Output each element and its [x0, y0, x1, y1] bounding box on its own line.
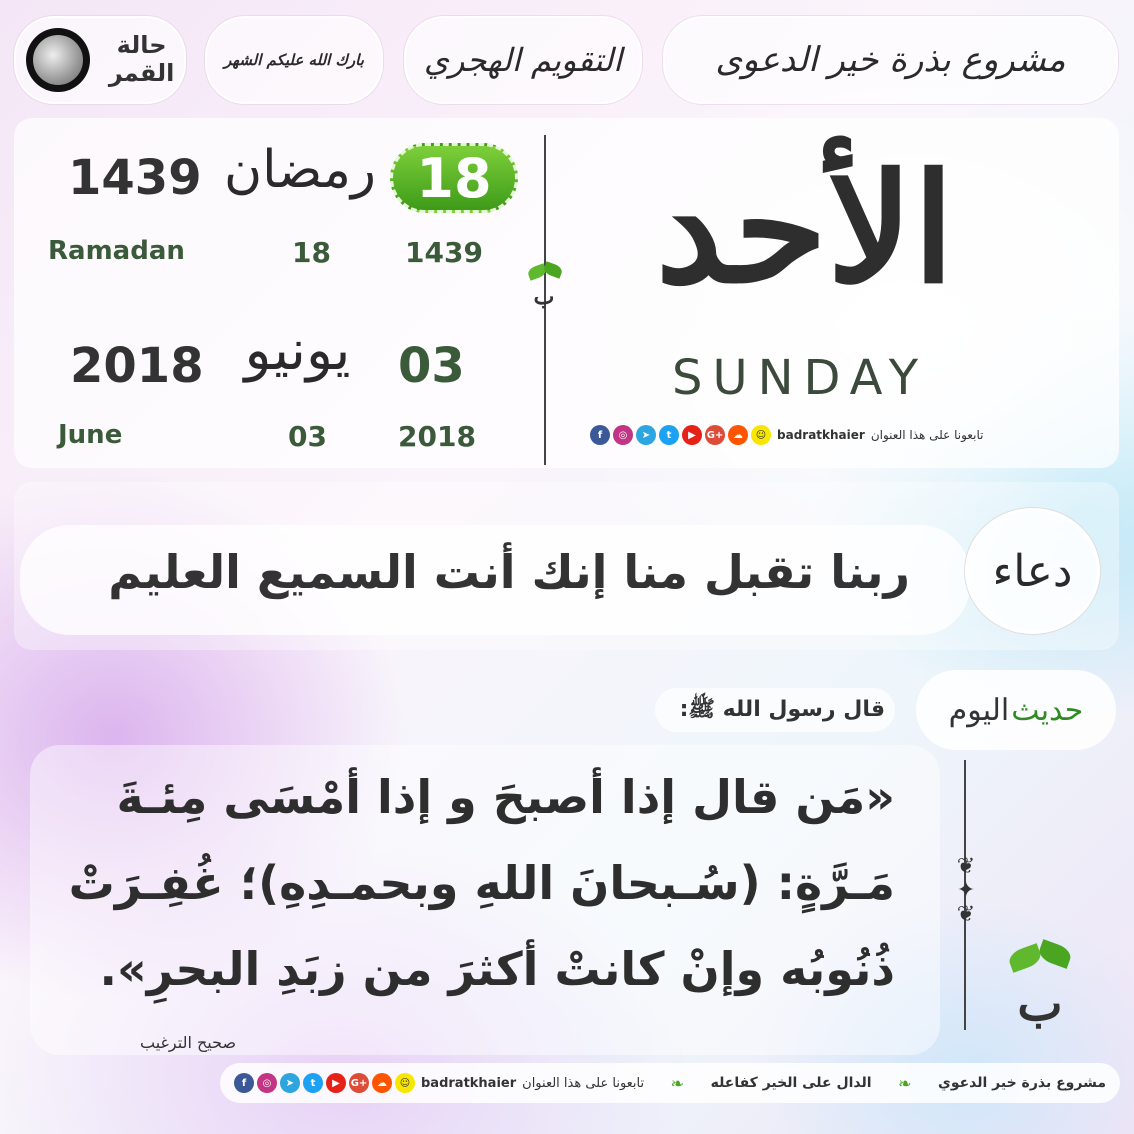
day-name-english: SUNDAY [671, 350, 929, 406]
day-name-arabic: الأحد [655, 141, 955, 317]
project-title-banner [663, 16, 1118, 104]
soundcloud-icon[interactable]: ☁ [372, 1073, 392, 1093]
ornament-icon: ❦ ✦ ❦ [956, 854, 976, 927]
greg-day: 03 [398, 338, 465, 394]
social-icons-footer [234, 1073, 415, 1093]
seed-logo-large: ب [1000, 940, 1080, 1060]
blessing-banner [205, 16, 383, 104]
social-icons-top [590, 425, 771, 445]
hadith-label-2: اليوم [948, 692, 1010, 728]
follow-text: تابعونا على هذا العنوان [870, 428, 984, 442]
footer-project: مشروع بذرة خير الدعوي [937, 1075, 1106, 1091]
hadith-line-2: مَـرَّةٍ: (سُـبحانَ اللهِ وبحمـدِهِ)؛ غُفِـرَتْ [68, 856, 895, 910]
hijri-year-small: 1439 [405, 236, 483, 269]
greg-year-small: 2018 [398, 420, 476, 453]
telegram-icon[interactable]: ➤ [636, 425, 656, 445]
footer-motto: الدال على الخير كفاعله [710, 1075, 872, 1091]
youtube-icon[interactable]: ▶ [326, 1073, 346, 1093]
hadith-line-1: «مَن قال إذا أصبحَ و إذا أمْسَى مِئـةَ [116, 770, 895, 824]
googleplus-icon[interactable]: G+ [705, 425, 725, 445]
hijri-day-small: 18 [292, 236, 331, 269]
hadith-label-badge [916, 670, 1116, 750]
telegram-icon[interactable]: ➤ [280, 1073, 300, 1093]
greg-month-en: June [58, 420, 123, 450]
youtube-icon[interactable]: ▶ [682, 425, 702, 445]
hijri-month-en: Ramadan [48, 236, 185, 266]
dua-label: دعاء [992, 545, 1073, 597]
twitter-icon[interactable]: t [303, 1073, 323, 1093]
hijri-month-arabic: رمضان [223, 140, 377, 200]
leaf-icon: ❧ [898, 1073, 912, 1093]
hadith-line-3: ذُنُوبُه وإنْ كانتْ أكثرَ من زبَدِ البحرِ». [99, 942, 895, 996]
footer-follow: تابعونا على هذا العنوان [522, 1075, 645, 1091]
calendar-title-banner [404, 16, 642, 104]
footer-bar [220, 1063, 1120, 1103]
dua-text: ربنا تقبل منا إنك أنت السميع العليم [108, 545, 910, 599]
facebook-icon[interactable]: f [590, 425, 610, 445]
calendar-title: التقويم الهجري [423, 41, 623, 79]
footer-handle[interactable]: badratkhaier [421, 1075, 517, 1091]
facebook-icon[interactable]: f [234, 1073, 254, 1093]
follow-handle[interactable]: badratkhaier [777, 428, 865, 442]
instagram-icon[interactable]: ◎ [613, 425, 633, 445]
snapchat-icon[interactable]: ☺ [395, 1073, 415, 1093]
hadith-label-1: حديث [1011, 692, 1084, 728]
seed-logo-small: ب [522, 262, 566, 342]
leaf-icon: ❧ [670, 1073, 685, 1093]
greg-year: 2018 [70, 338, 204, 394]
instagram-icon[interactable]: ◎ [257, 1073, 277, 1093]
greg-day-small: 03 [288, 420, 327, 453]
greg-month-arabic: يونيو [244, 318, 351, 383]
dua-label-badge [965, 508, 1100, 634]
twitter-icon[interactable]: t [659, 425, 679, 445]
hadith-source: صحيح الترغيب [140, 1033, 237, 1052]
moon-label-1: حالة [116, 31, 167, 60]
moon-icon [26, 28, 90, 92]
project-title: مشروع بذرة خير الدعوى [715, 40, 1066, 80]
googleplus-icon[interactable]: G+ [349, 1073, 369, 1093]
hijri-day-badge: 18 [390, 143, 518, 213]
follow-row-top [590, 425, 1030, 445]
blessing-text: بارك الله عليكم الشهر [224, 51, 364, 69]
snapchat-icon[interactable]: ☺ [751, 425, 771, 445]
soundcloud-icon[interactable]: ☁ [728, 425, 748, 445]
hijri-year: 1439 [68, 150, 202, 206]
moon-status-banner [14, 16, 186, 104]
moon-label-2: القمر [108, 59, 175, 87]
hadith-intro: قال رسول الله ﷺ: [679, 697, 885, 722]
